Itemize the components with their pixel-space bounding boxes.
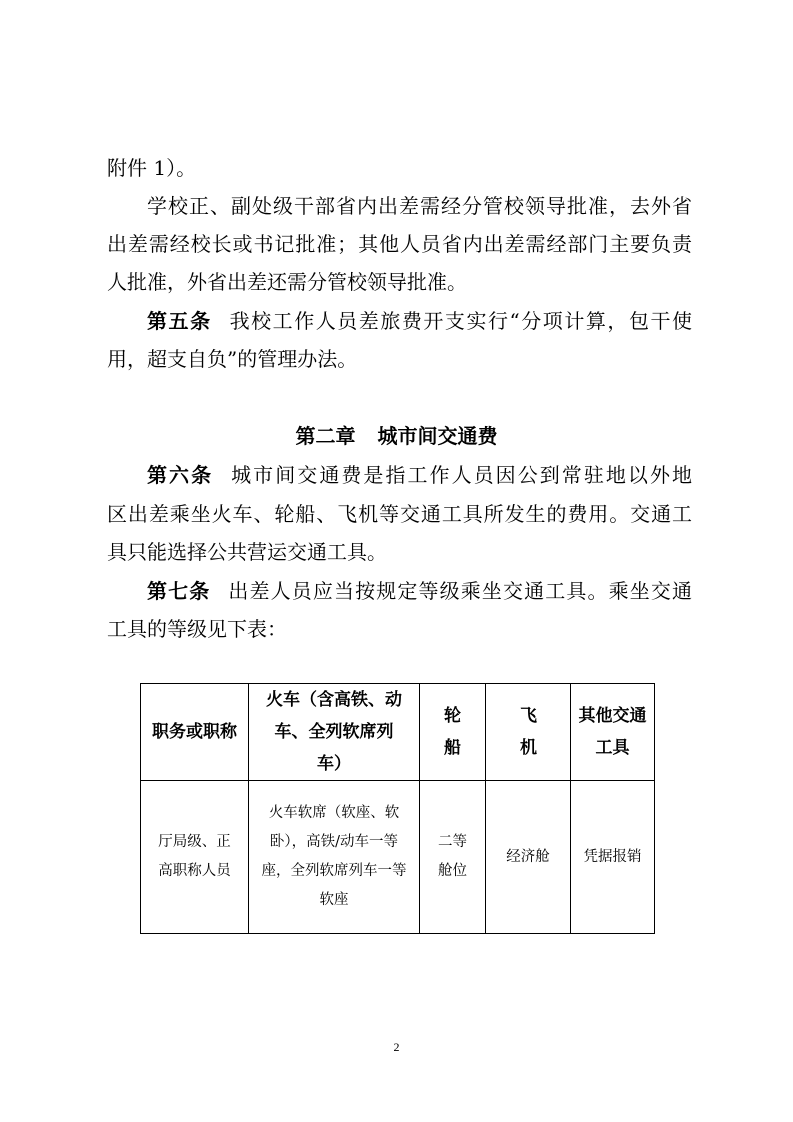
table-cell: 凭据报销 [571,781,655,934]
paragraph-line: 区出差乘坐火车、轮船、飞机等交通工具所发生的费用。交通工 [107,502,692,526]
page-number: 2 [393,1040,400,1054]
article-7-text: 出差人员应当按规定等级乘坐交通工具。乘坐交通 [228,579,692,603]
paragraph-line: 具只能选择公共营运交通工具。 [107,540,387,564]
article-7-line [147,579,692,603]
chapter-heading [0,424,793,448]
article-6-text: 城市间交通费是指工作人员因公到常驻地以外地 [231,463,693,487]
table-cell: 厅局级、正高职称人员 [141,781,249,934]
header-cell: 职务或职称 [141,684,249,781]
header-cell: 火车（含高铁、动车、全列软席列车） [249,684,420,781]
table-cell: 二等舱位 [420,781,486,934]
chapter-number: 第二章 [295,424,356,448]
paragraph-line: 出差需经校长或书记批准；其他人员省内出差需经部门主要负责 [107,232,692,256]
paragraph-line: 附件 1）。 [107,156,197,180]
article-5-line [147,309,692,333]
table-header-row [141,684,655,781]
article-5-label: 第五条 [147,309,212,333]
paragraph-line: 人批准，外省出差还需分管校领导批准。 [107,270,467,294]
table-cell: 经济舱 [486,781,571,934]
paragraph-line: 工具的等级见下表： [107,617,287,641]
article-6-line [147,463,692,487]
table-cell: 火车软席（软座、软卧），高铁/动车一等座，全列软席列车一等软座 [249,781,420,934]
table-row [141,781,655,934]
header-cell: 飞机 [486,684,571,781]
chapter-title: 城市间交通费 [377,424,498,448]
article-6-label: 第六条 [147,463,214,487]
paragraph-line: 学校正、副处级干部省内出差需经分管校领导批准，去外省 [147,194,692,218]
header-cell: 其他交通工具 [571,684,655,781]
paragraph-line: 用，超支自负”的管理办法。 [107,347,358,371]
header-cell: 轮船 [420,684,486,781]
article-5-text: 我校工作人员差旅费开支实行“分项计算，包干使 [229,309,693,333]
article-7-label: 第七条 [147,579,211,603]
travel-grade-table [140,683,655,934]
